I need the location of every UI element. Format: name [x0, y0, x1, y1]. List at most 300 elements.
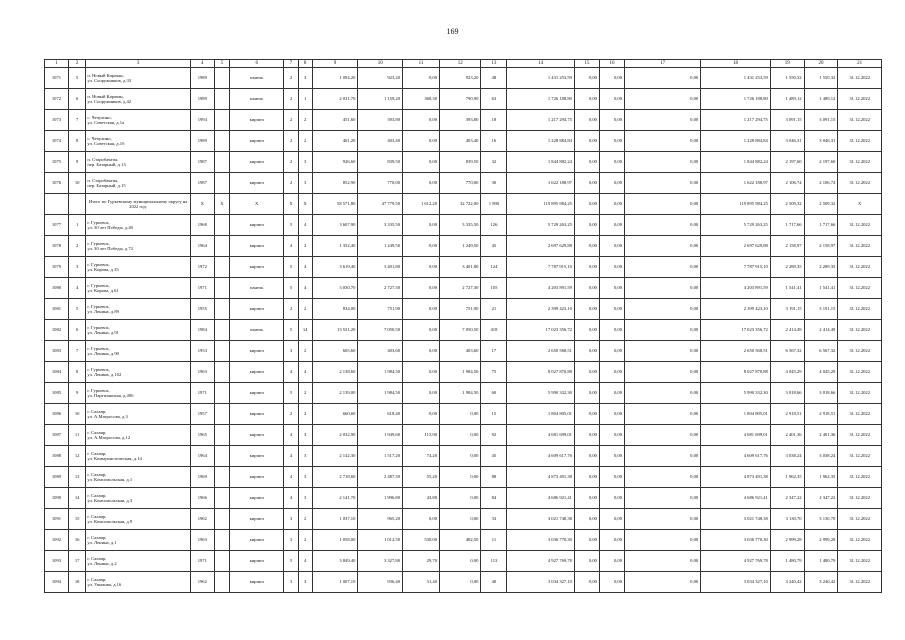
table-cell: 0,00 — [625, 341, 701, 362]
table-cell: 4 — [284, 362, 298, 383]
table-cell: 1 962,35 — [770, 467, 804, 488]
table-cell: 3 — [298, 467, 312, 488]
table-cell: 8 — [68, 131, 85, 152]
table-cell: панель — [230, 278, 284, 299]
table-cell: с. Чечулино, ул. Советская, д.1а — [86, 110, 190, 131]
table-cell: 936,40 — [358, 572, 403, 593]
table-cell — [214, 446, 229, 467]
table-cell: 3 034 327,10 — [701, 572, 771, 593]
column-header: 4 — [190, 60, 214, 68]
table-cell: 3 401,80 — [440, 257, 481, 278]
table-cell: 2 — [298, 110, 312, 131]
table-cell: 3 021 748,38 — [507, 509, 574, 530]
table-cell: 10 — [68, 404, 85, 425]
table-cell: 17 — [68, 551, 85, 572]
table-cell: 31.12.2022 — [838, 236, 882, 257]
table-cell: 0,00 — [574, 173, 599, 194]
table-cell: 31.12.2022 — [838, 89, 882, 110]
table-cell: 2 — [284, 110, 298, 131]
table-cell: 0,00 — [599, 446, 624, 467]
table-cell: 0,00 — [403, 68, 440, 89]
table-cell: г. Гурьевск, ул. Партизанская, д.49б — [86, 383, 190, 404]
table-cell: 0,00 — [403, 383, 440, 404]
table-cell — [214, 89, 229, 110]
table-row — [45, 488, 882, 509]
table-cell: 0,00 — [403, 236, 440, 257]
table-cell: X — [284, 194, 298, 215]
table-cell: 3 — [298, 173, 312, 194]
table-cell: кирпич — [230, 341, 284, 362]
table-cell: 2 347,22 — [804, 488, 838, 509]
table-cell: 40 — [481, 572, 507, 593]
table-cell: 0,00 — [403, 509, 440, 530]
table-cell: п. Старобачаты, пер. Базарный, д.15 — [86, 173, 190, 194]
table-cell: кирпич — [230, 299, 284, 320]
table-cell: 839,50 — [358, 152, 403, 173]
table-cell — [214, 236, 229, 257]
table-cell: 31.12.2022 — [838, 299, 882, 320]
table-cell: 2 399 423,10 — [507, 299, 574, 320]
table-cell: 0,00 — [599, 152, 624, 173]
table-cell: 403,60 — [358, 341, 403, 362]
table-cell: 393,80 — [440, 110, 481, 131]
table-cell: 3 — [284, 572, 298, 593]
table-cell: 770,00 — [358, 173, 403, 194]
table-cell: 5 729 263,25 — [507, 215, 574, 236]
table-cell — [214, 131, 229, 152]
table-cell: 4 — [284, 446, 298, 467]
table-cell: 403,40 — [358, 131, 403, 152]
table-cell: Итого по Гурьевскому муниципальному округу на 2022 год: — [86, 194, 190, 215]
table-cell: 31.12.2022 — [838, 551, 882, 572]
table-cell: 618,40 — [358, 404, 403, 425]
table-cell: 2 — [284, 404, 298, 425]
table-cell: 2 — [284, 299, 298, 320]
table-cell: 15 — [68, 509, 85, 530]
table-cell: 31.12.2022 — [838, 341, 882, 362]
table-cell: 115,90 — [403, 425, 440, 446]
table-cell: 0,00 — [625, 488, 701, 509]
table-cell: 1 984,50 — [358, 362, 403, 383]
table-cell: 1953 — [190, 341, 214, 362]
table-cell: 2 — [68, 236, 85, 257]
table-cell: 1 159,20 — [358, 89, 403, 110]
table-cell: 3 091,15 — [804, 110, 838, 131]
table-cell: 0,00 — [440, 404, 481, 425]
table-cell: 3 036 770,30 — [701, 530, 771, 551]
table-cell: 5 — [284, 551, 298, 572]
table-cell — [214, 257, 229, 278]
table-cell: кирпич — [230, 530, 284, 551]
table-cell: 84 — [481, 488, 507, 509]
table-cell: 1 012,50 — [358, 530, 403, 551]
table-cell: X — [214, 194, 229, 215]
table-cell — [214, 404, 229, 425]
table-cell: п. Старобачаты, пер. Базарный, д.13 — [86, 152, 190, 173]
table-cell: 1 — [68, 215, 85, 236]
table-row — [45, 530, 882, 551]
table-cell: 0,00 — [403, 131, 440, 152]
table-cell: 0,00 — [599, 257, 624, 278]
table-cell: 92 — [481, 425, 507, 446]
table-cell: 0,00 — [599, 299, 624, 320]
table-cell: 31.12.2022 — [838, 131, 882, 152]
table-cell: 3 — [298, 572, 312, 593]
table-cell: 1 352,40 — [312, 236, 358, 257]
table-cell: 18 — [481, 110, 507, 131]
table-row — [45, 131, 882, 152]
table-cell: г. Салаир, ул. Ленина, д.2 — [86, 551, 190, 572]
table-cell: 0,00 — [574, 89, 599, 110]
table-cell: 3 240,42 — [770, 572, 804, 593]
table-cell: 2 414,49 — [804, 320, 838, 341]
table-cell: 3 036 770,30 — [507, 530, 574, 551]
table-cell: 0,00 — [574, 299, 599, 320]
table-cell: 0,00 — [599, 551, 624, 572]
table-cell: 2 289,35 — [770, 257, 804, 278]
table-cell: 482,50 — [440, 530, 481, 551]
table-cell: 1 541,41 — [804, 278, 838, 299]
table-cell: 1 622 188,97 — [507, 173, 574, 194]
table-cell: 2 487,50 — [358, 467, 403, 488]
table-cell: 13 — [68, 467, 85, 488]
table-cell: 3 327,80 — [358, 551, 403, 572]
table-cell: 1971 — [190, 278, 214, 299]
table-cell: г. Салаир, ул. Комсомольская, д.1 — [86, 467, 190, 488]
table-cell: 2 650 568,51 — [507, 341, 574, 362]
table-cell: 31.12.2022 — [838, 278, 882, 299]
table-cell: 2 — [298, 299, 312, 320]
table-cell: 1079 — [45, 257, 69, 278]
table-cell: 5 — [68, 68, 85, 89]
table-cell: 1073 — [45, 110, 69, 131]
table-cell: 2 — [284, 68, 298, 89]
table-cell: 31.12.2022 — [838, 383, 882, 404]
table-row — [45, 278, 882, 299]
table-cell: 48 — [481, 68, 507, 89]
table-cell: 4 — [284, 236, 298, 257]
table-cell: 0,00 — [625, 131, 701, 152]
table-cell: 32 722,00 — [440, 194, 481, 215]
table-cell: 0,00 — [403, 152, 440, 173]
table-cell: 834,00 — [312, 299, 358, 320]
column-header: 2 — [68, 60, 85, 68]
table-cell: 5 990 332,30 — [701, 383, 771, 404]
table-cell: 1 489,12 — [770, 89, 804, 110]
header-row — [45, 60, 882, 68]
table-cell: 1 804 805,01 — [507, 404, 574, 425]
table-cell — [214, 467, 229, 488]
table-cell: г. Салаир, ул. А.Матросова, д.3 — [86, 404, 190, 425]
table-cell: г. Гурьевск, ул. 30 лет Победы, д.72 — [86, 236, 190, 257]
table-cell: 0,00 — [599, 404, 624, 425]
table-cell: 2 650 568,51 — [701, 341, 771, 362]
table-cell: панель — [230, 68, 284, 89]
table-cell: 4 — [298, 551, 312, 572]
table-cell: 0,00 — [440, 509, 481, 530]
table-row — [45, 68, 882, 89]
table-cell: 0,00 — [625, 551, 701, 572]
table-cell: 1080 — [45, 278, 69, 299]
table-cell: 31.12.2022 — [838, 68, 882, 89]
table-cell: 1 228 884,84 — [507, 131, 574, 152]
table-cell: 965,20 — [358, 509, 403, 530]
table-row — [45, 446, 882, 467]
table-cell: 923,20 — [440, 68, 481, 89]
table-cell: 0,00 — [574, 341, 599, 362]
table-cell: 126 — [481, 215, 507, 236]
table-cell: 0,00 — [574, 236, 599, 257]
table-cell: кирпич — [230, 425, 284, 446]
table-cell: 2 918,51 — [804, 404, 838, 425]
table-cell: 3 619,40 — [312, 257, 358, 278]
table-cell: 31.12.2022 — [838, 467, 882, 488]
table-cell — [214, 509, 229, 530]
table-cell: 0,00 — [599, 362, 624, 383]
table-cell: кирпич — [230, 131, 284, 152]
table-cell: 3 607,90 — [312, 215, 358, 236]
table-cell: 1962 — [190, 509, 214, 530]
table-row — [45, 215, 882, 236]
table-cell: 47 779,50 — [358, 194, 403, 215]
table-row — [45, 425, 882, 446]
table-cell: 0,00 — [625, 215, 701, 236]
table-cell: 1 996,80 — [358, 488, 403, 509]
table-cell: 0,00 — [599, 572, 624, 593]
table-cell: 2 414,49 — [770, 320, 804, 341]
table-cell: 1075 — [45, 152, 69, 173]
table-cell: 88 — [481, 467, 507, 488]
table-cell: 3 038,24 — [770, 446, 804, 467]
table-cell: г. Салаир, ул. Комсомольская, д.3 — [86, 488, 190, 509]
table-cell: 31.12.2022 — [838, 152, 882, 173]
column-header: 8 — [298, 60, 312, 68]
table-cell: 3 — [68, 257, 85, 278]
table-cell: 31.12.2022 — [838, 320, 882, 341]
column-header: 6 — [230, 60, 284, 68]
table-cell: 1 517,20 — [358, 446, 403, 467]
table-cell: 1965 — [190, 425, 214, 446]
table-cell: 1969 — [190, 467, 214, 488]
column-header: 16 — [599, 60, 624, 68]
table-cell: 1 249,50 — [440, 236, 481, 257]
table-cell: 0,00 — [599, 383, 624, 404]
table-cell: 1966 — [190, 488, 214, 509]
table-row — [45, 341, 882, 362]
table-cell: 2 399 423,10 — [701, 299, 771, 320]
table-cell: 1 431 253,59 — [701, 68, 771, 89]
table-cell: 2 139,00 — [312, 383, 358, 404]
table-cell: 2 727,30 — [358, 278, 403, 299]
table-cell: 21 — [481, 299, 507, 320]
table-cell: 4 927 769,78 — [507, 551, 574, 572]
table-cell: 29,70 — [403, 551, 440, 572]
table-cell: 852,90 — [312, 173, 358, 194]
table-cell: 3 — [284, 341, 298, 362]
table-cell: 1971 — [190, 551, 214, 572]
table-cell: кирпич — [230, 173, 284, 194]
table-cell: 2 — [298, 236, 312, 257]
table-cell: 0,00 — [574, 551, 599, 572]
column-header: 7 — [284, 60, 298, 68]
table-cell: 1 007,10 — [312, 572, 358, 593]
table-cell: 1989 — [190, 68, 214, 89]
table-cell: 4 — [68, 278, 85, 299]
table-cell: 1074 — [45, 131, 69, 152]
table-cell: 4 609 617,76 — [701, 446, 771, 467]
table-cell: 0,00 — [574, 425, 599, 446]
table-cell: 1955 — [190, 299, 214, 320]
table-cell: 4 686 921,41 — [701, 488, 771, 509]
table-cell: 5 — [284, 278, 298, 299]
table-cell: 3 091,15 — [770, 110, 804, 131]
table-cell — [214, 152, 229, 173]
table-cell: X — [230, 194, 284, 215]
table-cell: 0,00 — [625, 362, 701, 383]
table-cell: 2 106,74 — [804, 173, 838, 194]
table-cell: 0,00 — [625, 467, 701, 488]
table-cell: 1081 — [45, 299, 69, 320]
table-cell: 3 046,31 — [804, 131, 838, 152]
table-cell: 0,00 — [574, 110, 599, 131]
table-cell: 14 — [68, 488, 85, 509]
table-cell: 2 697 629,88 — [701, 236, 771, 257]
table-cell: 6 — [68, 89, 85, 110]
table-cell: 0,00 — [625, 425, 701, 446]
table-cell: 13 531,20 — [312, 320, 358, 341]
table-cell: 9 — [68, 383, 85, 404]
table-cell — [214, 362, 229, 383]
table-cell: 403,40 — [440, 131, 481, 152]
table-cell: 3 849,40 — [312, 551, 358, 572]
table-cell: кирпич — [230, 488, 284, 509]
table-cell: 1984 — [190, 320, 214, 341]
table-cell: 18 — [68, 572, 85, 593]
table-cell: 1 984,50 — [440, 362, 481, 383]
table-cell — [214, 278, 229, 299]
table-row — [45, 236, 882, 257]
table-cell: 0,00 — [403, 299, 440, 320]
table-cell: 1 890 — [481, 194, 507, 215]
table-row — [45, 572, 882, 593]
table-cell: 0,00 — [625, 383, 701, 404]
table-cell: 4 203 891,59 — [701, 278, 771, 299]
column-header: 12 — [440, 60, 481, 68]
table-cell: 3 046,31 — [770, 131, 804, 152]
table-cell: 0,00 — [625, 110, 701, 131]
table-cell: 31,40 — [403, 572, 440, 593]
table-cell: 74,20 — [403, 446, 440, 467]
table-cell — [214, 488, 229, 509]
table-cell: 58 571,80 — [312, 194, 358, 215]
table-cell: 0,00 — [599, 68, 624, 89]
table-cell: 1076 — [45, 173, 69, 194]
table-cell: 926,60 — [312, 152, 358, 173]
table-cell: 55,20 — [403, 467, 440, 488]
table-cell: 3 191,15 — [804, 299, 838, 320]
table-cell: 0,00 — [599, 89, 624, 110]
table-cell: 403,60 — [440, 341, 481, 362]
table-cell: 3 130,70 — [770, 509, 804, 530]
table-cell: 4 — [298, 257, 312, 278]
table-cell: 751,90 — [440, 299, 481, 320]
column-header: 11 — [403, 60, 440, 68]
table-cell: 31.12.2022 — [838, 572, 882, 593]
table-cell: 7 — [68, 110, 85, 131]
table-cell: 1994 — [190, 110, 214, 131]
table-cell: 0,00 — [625, 152, 701, 173]
table-cell: г. Гурьевск, ул. Ленина, д.91 — [86, 320, 190, 341]
table-cell: 0,00 — [599, 131, 624, 152]
table-cell: 31.12.2022 — [838, 173, 882, 194]
table-cell: 45 — [481, 446, 507, 467]
table-cell: 0,00 — [574, 278, 599, 299]
table-cell: 393,80 — [358, 110, 403, 131]
table-cell: 5 990 332,30 — [507, 383, 574, 404]
table-cell: 0,00 — [403, 173, 440, 194]
table-cell: 0,00 — [574, 572, 599, 593]
table-cell: 5 — [284, 320, 298, 341]
table-cell: 1087 — [45, 425, 69, 446]
table-cell: 0,00 — [599, 341, 624, 362]
table-cell: 1 217 294,75 — [701, 110, 771, 131]
table-cell: 1971 — [190, 383, 214, 404]
table-cell: 4 — [298, 362, 312, 383]
table-cell: 2 347,22 — [770, 488, 804, 509]
column-header: 15 — [574, 60, 599, 68]
table-cell: 4 — [284, 488, 298, 509]
table-cell: кирпич — [230, 446, 284, 467]
table-cell: 530,00 — [403, 530, 440, 551]
table-cell: 0,00 — [625, 236, 701, 257]
table-cell: 1 217 294,75 — [507, 110, 574, 131]
table-cell: 9 — [68, 152, 85, 173]
table-cell: 2 727,30 — [440, 278, 481, 299]
table-cell: 60 — [481, 383, 507, 404]
table-cell: 418 — [481, 320, 507, 341]
table-cell: X — [190, 194, 214, 215]
table-cell — [214, 110, 229, 131]
table-cell: 1 844 882,24 — [701, 152, 771, 173]
table-cell: 4 — [298, 278, 312, 299]
column-header: 19 — [770, 60, 804, 68]
table-cell: 1 550,32 — [770, 68, 804, 89]
table-cell: 2 — [284, 131, 298, 152]
table-cell: 1091 — [45, 509, 69, 530]
table-cell: 1 984,50 — [440, 383, 481, 404]
table-cell: 31.12.2022 — [838, 446, 882, 467]
table-cell — [214, 299, 229, 320]
table-cell: 5 — [68, 299, 85, 320]
table-cell: 451,60 — [312, 110, 358, 131]
table-cell: 1083 — [45, 341, 69, 362]
table-cell: 1 058,00 — [312, 530, 358, 551]
table-cell: 32 — [481, 152, 507, 173]
table-cell: 3 — [298, 446, 312, 467]
table-cell: 0,00 — [574, 509, 599, 530]
table-row — [45, 320, 882, 341]
table-cell: 11 — [481, 530, 507, 551]
table-cell: 105 — [481, 278, 507, 299]
table-cell: 1 726 188,80 — [507, 89, 574, 110]
table-cell: г. Гурьевск, ул. 30 лет Победы, д.40 — [86, 215, 190, 236]
table-cell: 1987 — [190, 173, 214, 194]
table-cell — [214, 551, 229, 572]
table-cell — [45, 194, 69, 215]
table-cell: 3 — [298, 152, 312, 173]
table-cell: 2 — [284, 152, 298, 173]
table-cell: 5 — [284, 257, 298, 278]
